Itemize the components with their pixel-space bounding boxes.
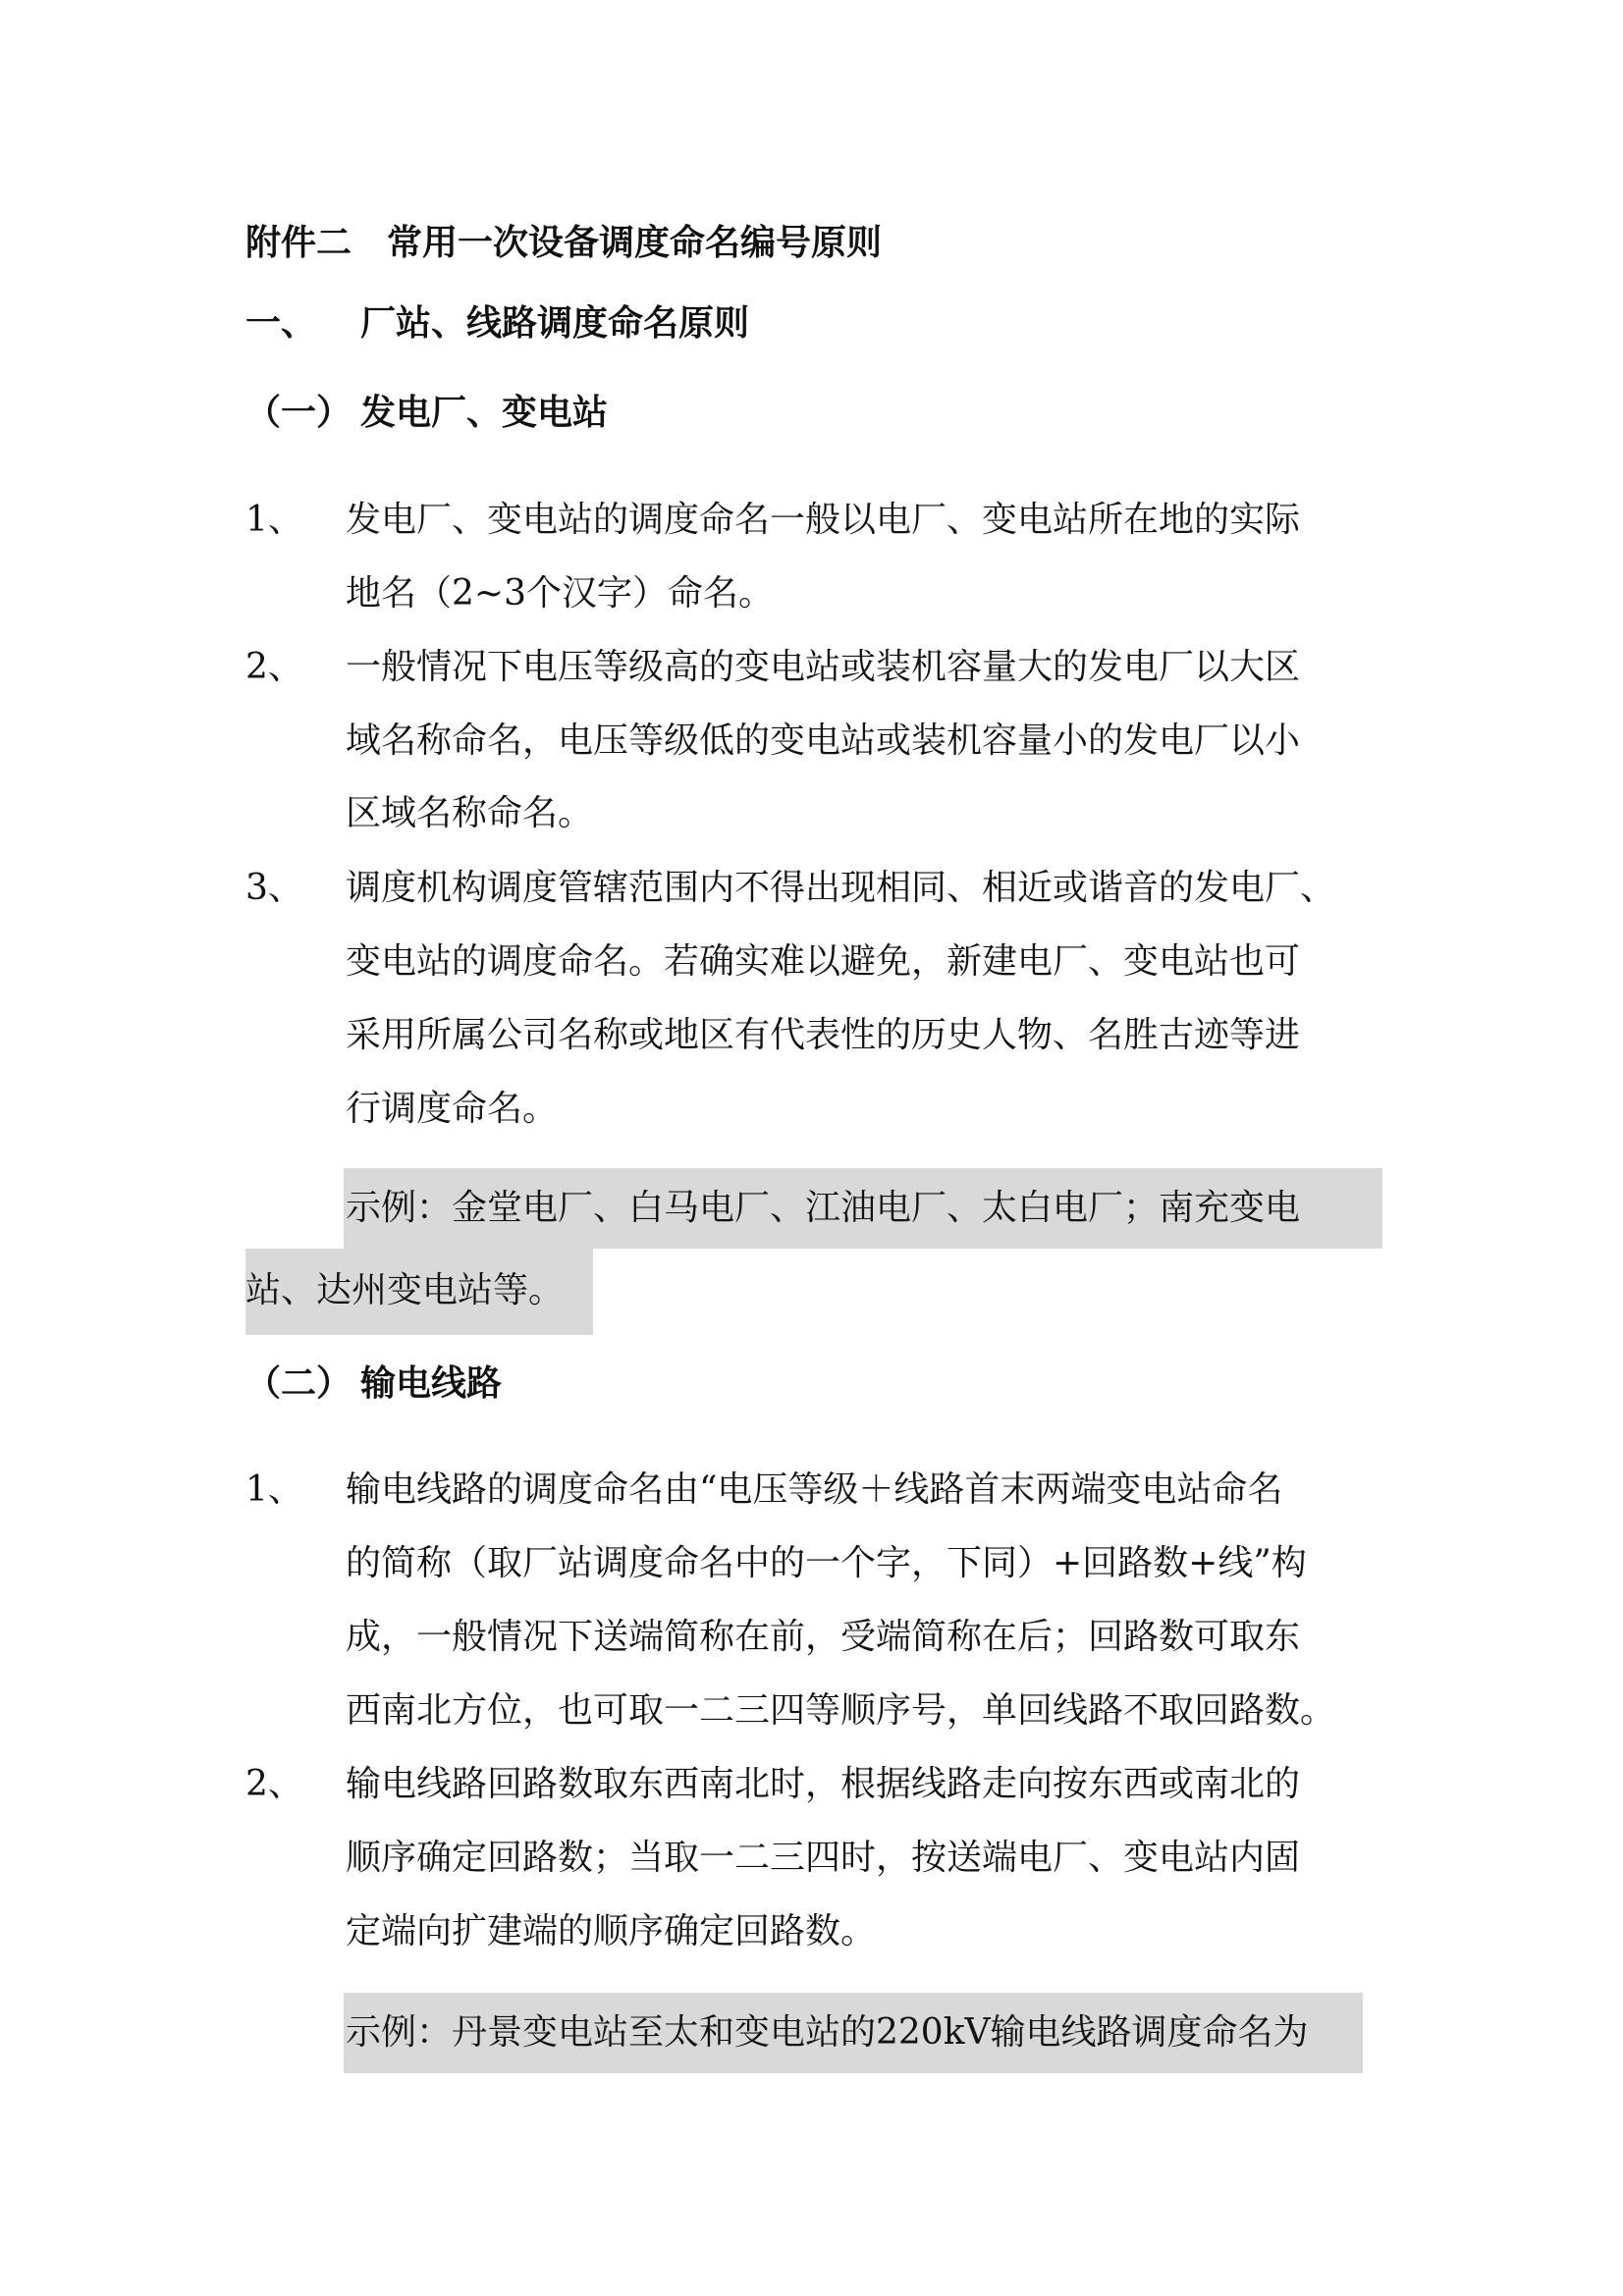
list-item-line: 调度机构调度管辖范围内不得出现相同、相近或谐音的发电厂、 <box>346 868 1336 908</box>
list-item-number: 2、 <box>245 647 303 687</box>
list-item-number: 1、 <box>245 500 303 540</box>
subsection-number: （一） <box>245 393 352 433</box>
page-title: 附件二 常用一次设备调度命名编号原则 <box>245 223 883 263</box>
list-item-number: 1、 <box>245 1469 303 1510</box>
list-item-line: 变电站的调度命名。若确实难以避免，新建电厂、变电站也可 <box>346 941 1301 982</box>
list-item-line: 地名（2~3个汉字）命名。 <box>346 573 774 614</box>
subsection-number: （二） <box>245 1363 352 1404</box>
list-item-line: 采用所属公司名称或地区有代表性的历史人物、名胜古迹等进 <box>346 1015 1301 1055</box>
list-item-line: 域名称命名，电压等级低的变电站或装机容量小的发电厂以小 <box>346 721 1301 761</box>
list-item-line: 行调度命名。 <box>346 1089 559 1129</box>
example-text: 示例：金堂电厂、白马电厂、江油电厂、太白电厂；南充变电 <box>346 1188 1301 1228</box>
list-item-line: 西南北方位，也可取一二三四等顺序号，单回线路不取回路数。 <box>346 1690 1336 1731</box>
list-item-line: 一般情况下电压等级高的变电站或装机容量大的发电厂以大区 <box>346 647 1301 687</box>
subsection-title: 输电线路 <box>360 1363 503 1404</box>
list-item-line: 的简称（取厂站调度命名中的一个字，下同）+回路数+线”构 <box>346 1543 1307 1583</box>
list-item-number: 3、 <box>245 868 303 908</box>
list-item-line: 输电线路回路数取东西南北时，根据线路走向按东西或南北的 <box>346 1764 1301 1804</box>
subsection-title: 发电厂、变电站 <box>360 393 609 433</box>
list-item-line: 成，一般情况下送端简称在前，受端简称在后；回路数可取东 <box>346 1617 1301 1657</box>
list-item-line: 发电厂、变电站的调度命名一般以电厂、变电站所在地的实际 <box>346 500 1301 540</box>
section-title: 厂站、线路调度命名原则 <box>360 303 750 344</box>
example-text: 示例：丹景变电站至太和变电站的220kV输电线路调度命名为 <box>346 2012 1309 2053</box>
example-text: 站、达州变电站等。 <box>245 1270 565 1310</box>
list-item-line: 输电线路的调度命名由“电压等级＋线路首末两端变电站命名 <box>346 1469 1283 1510</box>
list-item-line: 顺序确定回路数；当取一二三四时，按送端电厂、变电站内固 <box>346 1838 1301 1878</box>
list-item-number: 2、 <box>245 1764 303 1804</box>
list-item-line: 区域名称命名。 <box>346 793 594 833</box>
list-item-line: 定端向扩建端的顺序确定回路数。 <box>346 1911 877 1951</box>
section-number: 一、 <box>245 303 317 344</box>
